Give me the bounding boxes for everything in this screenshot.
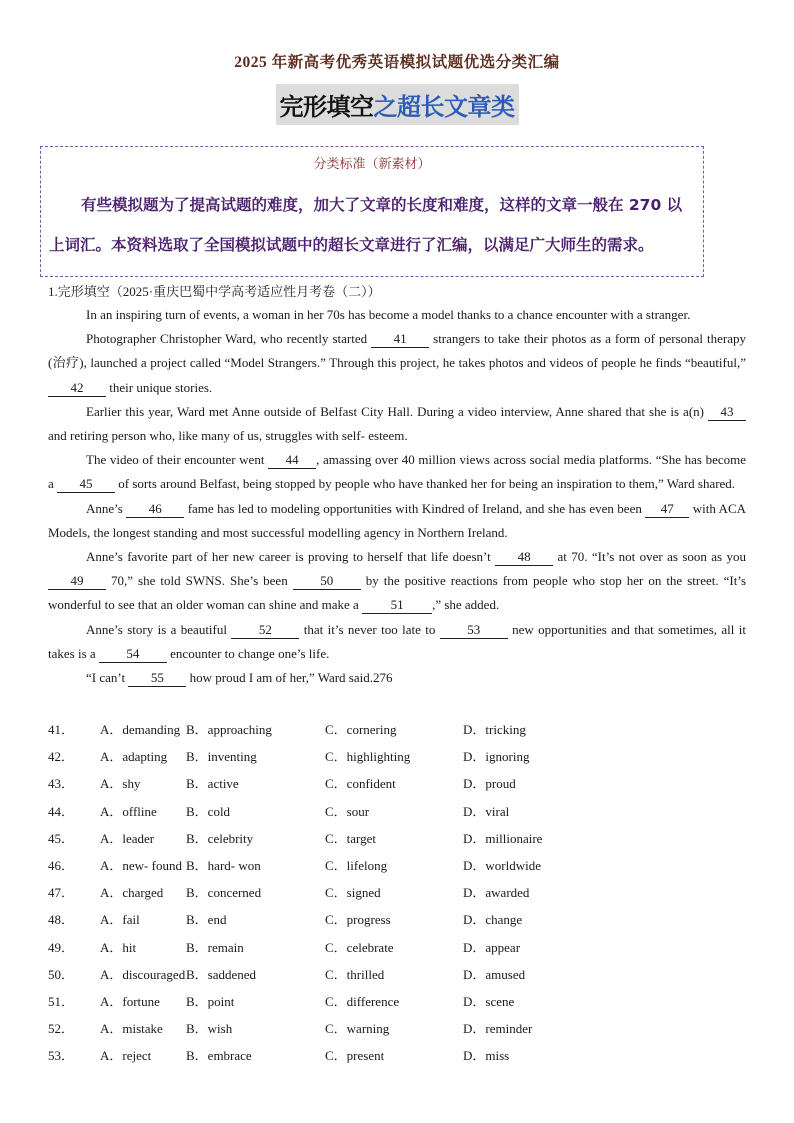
passage <box>48 303 746 690</box>
option-c: C．confident <box>325 776 396 792</box>
text: Photographer Christopher Ward, who recently started <box>86 331 372 347</box>
option-c: C．difference <box>325 993 400 1009</box>
paragraph-7 <box>48 618 746 666</box>
paragraph-2 <box>48 327 746 400</box>
option-a: A．discouraged <box>100 966 186 982</box>
option-b: B．active <box>186 776 239 792</box>
paragraph-1 <box>48 303 746 327</box>
text: The video of their encounter went <box>86 452 269 468</box>
text: In an inspiring turn of events, a woman in her 70s has become a model thanks to a chance encounter with a stranger. <box>86 307 691 322</box>
option-c: C．lifelong <box>325 857 388 873</box>
option-b: B．remain <box>186 939 244 955</box>
option-b: B．embrace <box>186 1048 252 1064</box>
question-number: 41． <box>48 722 75 737</box>
blank-55: 55 <box>128 670 186 687</box>
text: their unique stories. <box>106 379 213 395</box>
blank-50: 50 <box>293 573 361 590</box>
option-a: A．shy <box>100 776 141 792</box>
text: 70,” she told SWNS. She’s been <box>106 573 293 589</box>
option-a: A．leader <box>100 830 155 846</box>
blank-45: 45 <box>57 476 115 493</box>
option-row-47 <box>48 882 748 909</box>
option-b: B．saddened <box>186 966 257 982</box>
option-c: C．present <box>325 1048 385 1064</box>
option-d: D．amused <box>463 966 526 982</box>
text: , amassing over 40 million views across social media platforms. “She has become a <box>48 452 746 492</box>
text: and retiring person who, like many of us, struggles with self- esteem. <box>48 428 408 444</box>
option-a: A．reject <box>100 1048 152 1064</box>
text: how proud I am of her,” Ward said.276 <box>186 670 393 686</box>
option-c: C．target <box>325 830 377 846</box>
option-d: D．proud <box>463 776 516 792</box>
text: encounter to change one’s life. <box>166 645 330 661</box>
question-number: 49． <box>48 939 75 955</box>
option-row-49 <box>48 937 748 964</box>
text: Anne’s favorite part of her new career is proving to herself that life doesn’t <box>86 549 496 565</box>
option-c: C．highlighting <box>325 749 411 765</box>
option-a: A．offline <box>100 803 157 819</box>
classification-text: 有些模拟题为了提高试题的难度，加大了文章的长度和难度，这样的文章一般在 270 以上词汇。本资料选取了全国模拟试题中的超长文章进行了汇编，以满足广大师生的需求。 <box>49 196 683 254</box>
option-c: C．warning <box>325 1021 390 1037</box>
option-b: B．inventing <box>186 749 257 765</box>
option-d: D．change <box>463 912 523 928</box>
option-a: A．hit <box>100 939 137 955</box>
option-row-51 <box>48 991 748 1018</box>
question-number: 44． <box>48 803 75 819</box>
question-number: 45． <box>48 830 75 846</box>
option-a: A．fortune <box>100 993 160 1009</box>
text: at 70. “It’s not over as soon as you <box>553 549 746 565</box>
text: Anne’s <box>86 500 127 516</box>
option-c: C．sour <box>325 803 370 819</box>
question-header: 1.完形填空（2025·重庆巴蜀中学高考适应性月考卷（二）） <box>48 284 381 299</box>
text: of sorts around Belfast, being stopped by people who have thanked her for being an inspiration to them,” Ward shared. <box>115 476 736 492</box>
option-d: D．tricking <box>463 722 526 737</box>
option-row-50 <box>48 964 748 991</box>
blank-48: 48 <box>495 549 553 566</box>
option-d: D．viral <box>463 803 510 819</box>
classification-box <box>40 146 704 277</box>
blank-43: 43 <box>708 404 746 421</box>
option-b: B．approaching <box>186 722 272 737</box>
paragraph-4 <box>48 448 746 496</box>
paragraph-8 <box>48 666 746 690</box>
question-number: 51． <box>48 993 75 1009</box>
blank-41: 41 <box>371 331 429 348</box>
option-a: A．fail <box>100 912 140 928</box>
blank-46: 46 <box>126 501 184 518</box>
option-a: A．mistake <box>100 1021 163 1037</box>
option-d: D．millionaire <box>463 830 543 846</box>
blank-49: 49 <box>48 573 106 590</box>
title-wrap <box>0 84 794 125</box>
option-a: A．charged <box>100 885 164 901</box>
classification-label: 分类标准（新素材） <box>313 157 431 172</box>
paragraph-5 <box>48 497 746 545</box>
option-d: D．appear <box>463 939 521 955</box>
blank-47: 47 <box>645 501 689 518</box>
option-b: B．wish <box>186 1021 233 1037</box>
question-number: 52． <box>48 1021 75 1037</box>
question-number: 48． <box>48 912 75 928</box>
question-number: 46． <box>48 857 75 873</box>
option-row-44 <box>48 801 748 828</box>
blank-53: 53 <box>440 622 508 639</box>
option-b: B．hard- won <box>186 857 261 873</box>
option-b: B．concerned <box>186 885 262 901</box>
text: that it’s never too late to <box>299 621 440 637</box>
option-a: A．new- found <box>100 857 182 873</box>
option-b: B．end <box>186 912 227 928</box>
option-c: C．signed <box>325 885 381 901</box>
option-row-48 <box>48 909 748 936</box>
option-d: D．scene <box>463 993 515 1009</box>
text: Earlier this year, Ward met Anne outside of Belfast City Hall. During a video interview, Anne shared that she is a(n) <box>86 403 708 419</box>
text: strangers to take their photos as a form of personal therapy (治疗), launched a project called “Model Strangers.” Through this project, he takes photos and videos of people he finds “beautiful,” <box>48 331 746 371</box>
option-row-43 <box>48 773 748 800</box>
option-b: B．celebrity <box>186 830 254 846</box>
option-row-45 <box>48 828 748 855</box>
option-row-52 <box>48 1018 748 1045</box>
option-c: C．thrilled <box>325 966 385 982</box>
option-b: B．point <box>186 993 235 1009</box>
text: with ACA Models, the longest standing and most successful modelling agency in Northern Ireland. <box>48 500 747 540</box>
option-d: D．reminder <box>463 1021 533 1037</box>
paragraph-3 <box>48 400 746 448</box>
option-row-41 <box>48 719 748 746</box>
text: ,” she added. <box>432 597 500 613</box>
question-number: 53． <box>48 1048 75 1064</box>
option-b: B．cold <box>186 803 231 819</box>
option-c: C．cornering <box>325 722 397 737</box>
option-d: D．awarded <box>463 885 530 901</box>
blank-51: 51 <box>362 597 432 614</box>
title-part2: 之超长文章类 <box>373 93 515 121</box>
text: Anne’s story is a beautiful <box>86 621 232 637</box>
options-list <box>48 719 748 1072</box>
option-a: A．adapting <box>100 749 168 765</box>
option-d: D．miss <box>463 1048 510 1064</box>
option-a: A．demanding <box>100 722 181 737</box>
paragraph-6 <box>48 545 746 618</box>
question-number: 43． <box>48 776 75 792</box>
option-row-46 <box>48 855 748 882</box>
blank-52: 52 <box>231 622 299 639</box>
text: by the positive reactions from people who stop her on the street. “It’s wonderful to see that an older woman can shine and make a <box>48 573 746 613</box>
question-number: 47． <box>48 885 75 901</box>
option-d: D．worldwide <box>463 857 541 873</box>
option-c: C．celebrate <box>325 939 394 955</box>
page-header: 2025 年新高考优秀英语模拟试题优选分类汇编 <box>234 54 560 71</box>
blank-42: 42 <box>48 380 106 397</box>
question-number: 42． <box>48 749 75 765</box>
option-row-42 <box>48 746 748 773</box>
text: “I can’t <box>86 670 129 686</box>
title-part1: 完形填空 <box>279 93 374 121</box>
page-title <box>276 84 519 125</box>
option-c: C．progress <box>325 912 391 928</box>
option-d: D．ignoring <box>463 749 530 765</box>
text: fame has led to modeling opportunities with Kindred of Ireland, and she has even been <box>184 500 646 516</box>
option-row-53 <box>48 1045 748 1072</box>
blank-44: 44 <box>268 452 316 469</box>
text: new opportunities and that sometimes, all it takes is a <box>48 621 746 661</box>
blank-54: 54 <box>99 646 167 663</box>
question-number: 50． <box>48 966 75 982</box>
